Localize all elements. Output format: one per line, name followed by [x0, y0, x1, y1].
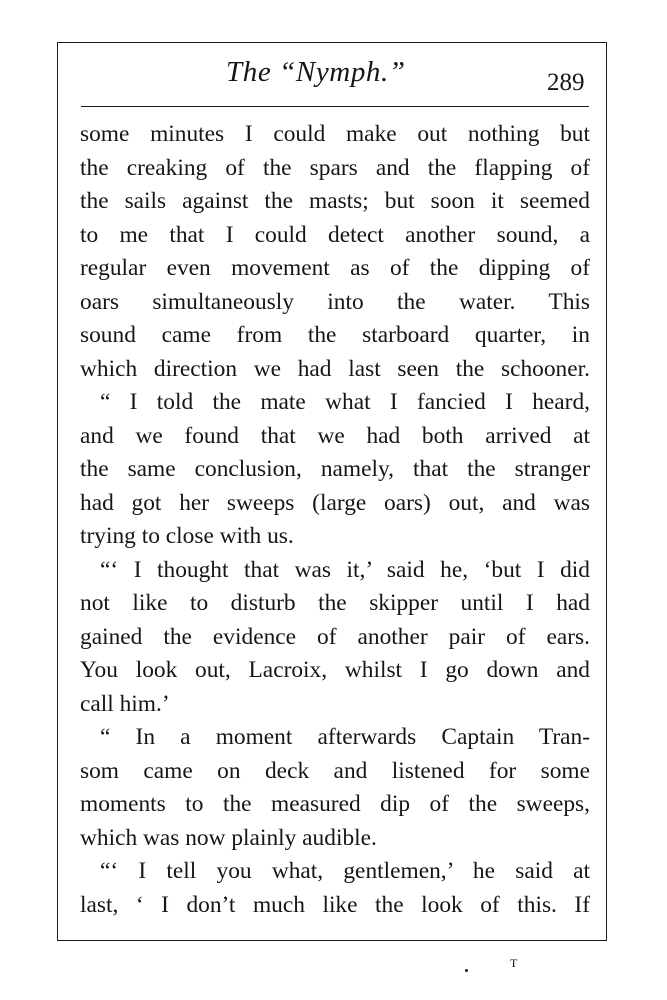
text-line: “‘ I thought that was it,’ said he, ‘but I did [100, 556, 590, 583]
text-line: call him.’ [80, 690, 170, 717]
header-rule [81, 106, 589, 107]
text-line: which was now plainly audible. [80, 824, 377, 851]
text-line: the same conclusion, namely, that the stranger [80, 456, 590, 482]
text-line: moments to the measured dip of the sweeps, [80, 791, 590, 817]
text-line: and we found that we had both arrived at [80, 422, 590, 449]
text-line: You look out, Lacroix, whilst I go down and [80, 657, 590, 683]
text-line: sound came from the starboard quarter, in [80, 322, 590, 348]
text-line: to me that I could detect another sound, a [80, 221, 590, 248]
text-line: trying to close with us. [80, 523, 294, 549]
text-line: some minutes I could make out nothing but [80, 121, 590, 147]
text-line: gained the evidence of another pair of ears. [80, 623, 590, 650]
text-line: had got her sweeps (large oars) out, and was [80, 489, 590, 516]
text-line: not like to disturb the skipper until I had [80, 590, 590, 616]
running-title: The “Nymph.” [226, 56, 406, 88]
text-line: the sails against the masts; but soon it seemed [80, 188, 590, 214]
text-line: which direction we had last seen the schooner. [80, 355, 590, 382]
text-line: “ I told the mate what I fancied I heard, [100, 389, 590, 415]
text-line: som came on deck and listened for some [80, 757, 590, 784]
text-line: oars simultaneously into the water. This [80, 288, 590, 315]
signature-mark: T [510, 956, 518, 970]
text-line: “ In a moment afterwards Captain Tran- [100, 724, 590, 750]
page-number: 289 [547, 69, 585, 96]
text-line: regular even movement as of the dipping of [80, 255, 590, 281]
text-line: the creaking of the spars and the flapping of [80, 154, 590, 181]
text-line: last, ‘ I don’t much like the look of this. If [80, 891, 590, 918]
text-line: “‘ I tell you what, gentlemen,’ he said at [100, 858, 590, 884]
ink-speck [465, 969, 468, 972]
